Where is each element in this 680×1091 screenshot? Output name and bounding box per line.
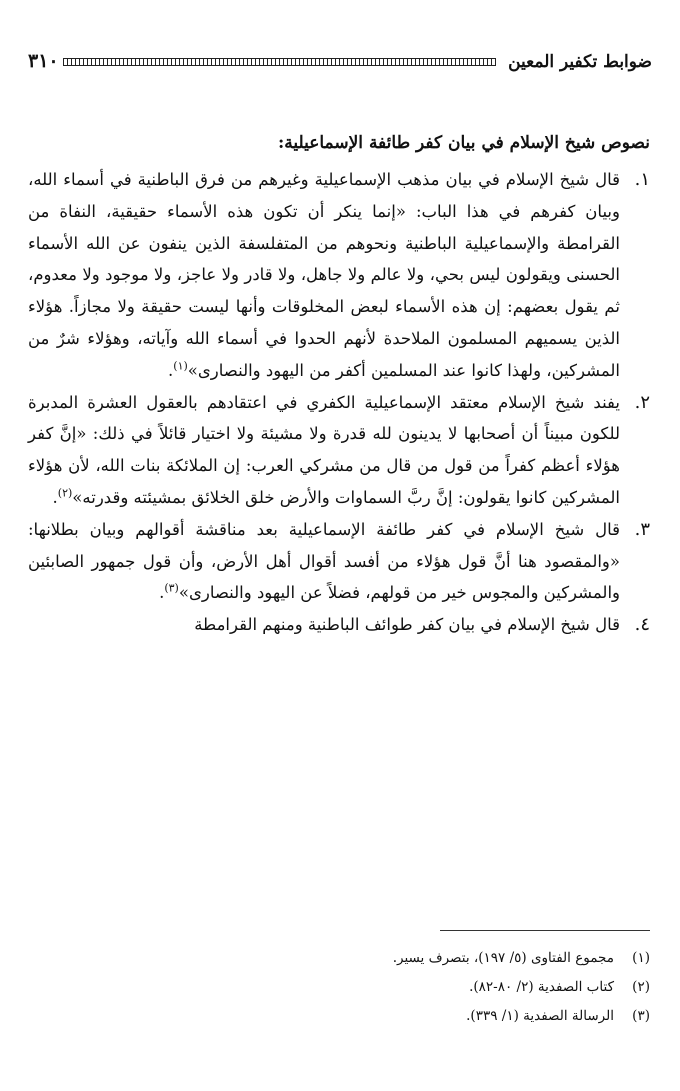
running-title: ضوابط تكفير المعين bbox=[508, 52, 652, 72]
main-text bbox=[28, 128, 650, 641]
footnote-ref[interactable]: (٣) bbox=[164, 581, 179, 595]
footnotes bbox=[28, 944, 650, 1031]
running-header bbox=[28, 42, 652, 72]
item-number: ١. bbox=[634, 169, 650, 190]
footnote-number: (١) bbox=[632, 950, 650, 966]
item-text bbox=[28, 514, 620, 609]
item-text bbox=[28, 164, 620, 387]
footnote-number: (٣) bbox=[632, 1008, 650, 1024]
footnote-3 bbox=[28, 1002, 650, 1031]
footnote-divider bbox=[440, 930, 650, 931]
list-item-4 bbox=[28, 609, 650, 641]
item-body: قال شيخ الإسلام في كفر طائفة الإسماعيلية بعد مناقشة أقوالهم وبيان بطلانها: «والمقصود هنا أنَّ قول هؤلاء من أفسد أقوال أهل الأرض، وأن قول جمهور الصابئين والمشركين والمجوس خير من قولهم، فضلاً عن اليهود والنصارى» bbox=[28, 519, 620, 603]
item-text bbox=[28, 609, 620, 641]
decorative-rule bbox=[63, 58, 496, 66]
item-tail: . bbox=[52, 487, 58, 507]
footnote-ref[interactable]: (٢) bbox=[57, 486, 73, 500]
list-item-2 bbox=[28, 387, 650, 514]
footnote-text: الرسالة الصفدية (١/ ٣٣٩). bbox=[466, 1008, 614, 1024]
item-number: ٤. bbox=[634, 614, 650, 636]
list-item-3 bbox=[28, 514, 650, 609]
footnote-text: مجموع الفتاوى (٥/ ١٩٧)، بتصرف يسير. bbox=[392, 950, 614, 966]
footnote-number: (٢) bbox=[632, 979, 650, 995]
item-number: ٣. bbox=[634, 518, 650, 540]
item-number: ٢. bbox=[634, 391, 650, 413]
item-text bbox=[28, 387, 620, 514]
footnote-1 bbox=[28, 944, 650, 973]
list-item-1 bbox=[28, 164, 650, 387]
footnote-text: كتاب الصفدية (٢/ ٨٠-٨٢). bbox=[469, 979, 614, 995]
item-body: قال شيخ الإسلام في بيان مذهب الإسماعيلية وغيرهم من فرق الباطنية في أسماء الله، وبيان كفرهم في هذا الباب: «إنما ينكر أن تكون هذه الأسماء حقيقية، النفاة من القرامطة والإسماعيلية الباطنية ونحوهم من المتفلسفة الذين ينفون عن الله الأسماء الحسنى ويقولون ليس بحي، ولا عالم ولا جاهل، ولا قادر ولا عاجز، ولا موجود ولا معدوم، ثم يقول بعضهم: إن هذه الأسماء لبعض المخلوقات وأنها ليست حقيقة ولا مجازاً. هؤلاء الذين يسميهم المسلمون الملاحدة لأنهم الحدوا في أسماء الله وآياته، وهؤلاء شرٌ من المشركين، ولهذا كانوا عند المسلمين أكفر من اليهود والنصارى» bbox=[28, 170, 620, 380]
section-heading: نصوص شيخ الإسلام في بيان كفر طائفة الإسماعيلية: bbox=[277, 133, 650, 153]
item-tail: . bbox=[159, 583, 165, 603]
footnote-ref[interactable]: (١) bbox=[173, 359, 188, 373]
item-body: قال شيخ الإسلام في بيان كفر طوائف الباطنية ومنهم القرامطة bbox=[194, 615, 620, 635]
page-number: ٣١٠ bbox=[28, 50, 59, 72]
footnote-2 bbox=[28, 973, 650, 1002]
item-body: يفند شيخ الإسلام معتقد الإسماعيلية الكفري في اعتقادهم بالعقول العشرة المدبرة للكون مبيناً أن أصحابها لا يدينون لله قدرة ولا مشيئة ولا اختيار قائلاً في ذلك: «إنَّ كفر هؤلاء أعظم كفراً من قول من قال من مشركي العرب: إن الملائكة بنات الله، لأن هؤلاء المشركين كانوا يقولون: إنَّ ربَّ السماوات والأرض خلق الخلائق بمشيئته وقدرته» bbox=[28, 392, 620, 507]
item-tail: . bbox=[168, 360, 174, 380]
